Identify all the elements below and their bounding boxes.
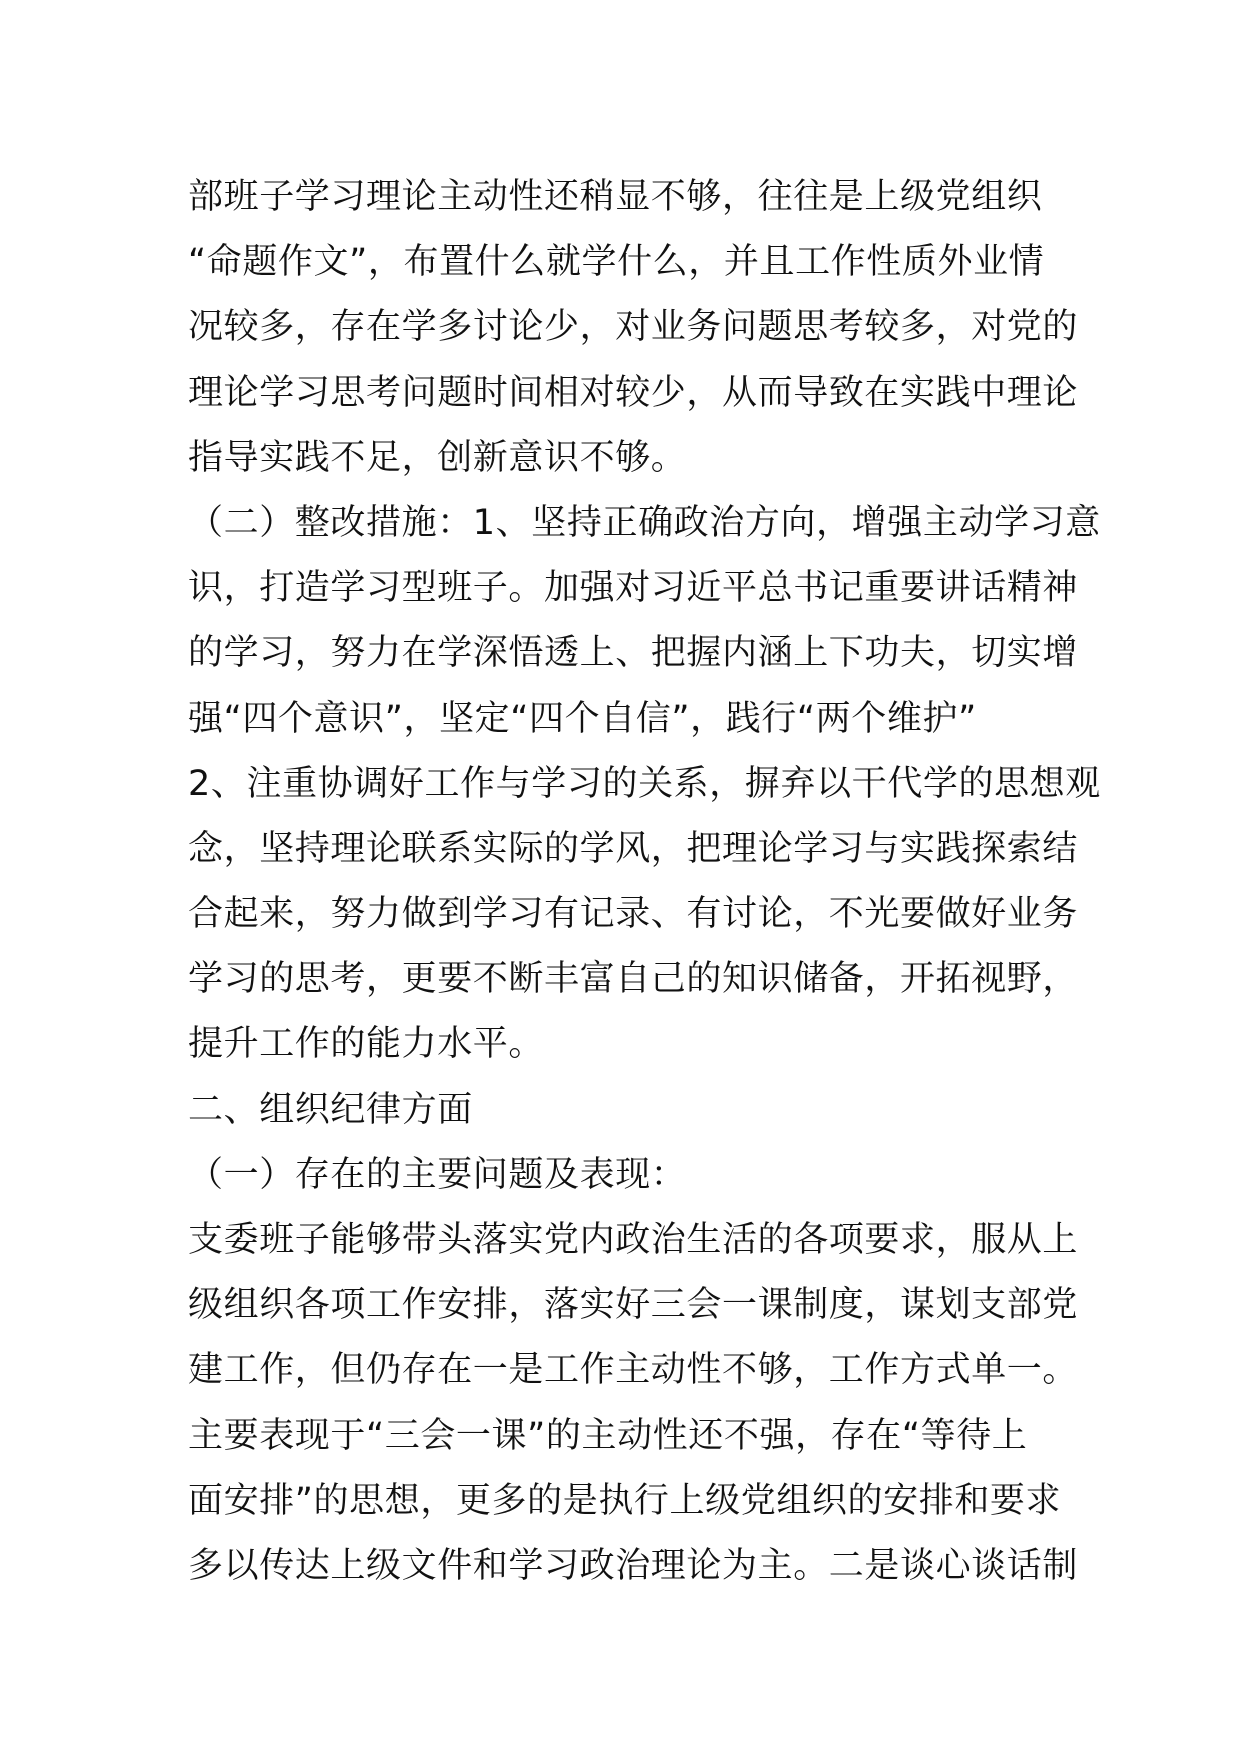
text-line: 支委班子能够带头落实党内政治生活的各项要求，服从上 [188, 1220, 1079, 1260]
text-line: 指导实践不足，创新意识不够。 [188, 437, 687, 478]
section-heading-rectification: （二）整改措施：1、坚持正确政治方向，增强主动学习意 [188, 502, 1101, 543]
text-line: 念，坚持理论联系实际的学风，把理论学习与实践探索结 [188, 828, 1079, 869]
text-line: 部班子学习理论主动性还稍显不够，往往是上级党组织 [188, 177, 1043, 217]
text-line: 学习的思考，更要不断丰富自己的知识储备，开拓视野， [188, 959, 1079, 1000]
text-line: 的学习，努力在学深悟透上、把握内涵上下功夫，切实增 [188, 633, 1079, 674]
text-line: 主要表现于“三会一课”的主动性还不强，存在“等待上 [188, 1415, 1028, 1456]
document-body [188, 165, 1101, 1599]
section-heading-organization-discipline: 二、组织纪律方面 [188, 1089, 473, 1130]
text-line: “命题作文”，布置什么就学什么，并且工作性质外业情 [188, 242, 1045, 283]
text-line: 建工作，但仍存在一是工作主动性不够，工作方式单一。 [188, 1350, 1079, 1391]
text-line: 2、注重协调好工作与学习的关系，摒弃以干代学的思想观 [188, 763, 1101, 804]
text-line: 况较多，存在学多讨论少，对业务问题思考较多，对党的 [188, 307, 1079, 348]
subsection-heading-problems: （一）存在的主要问题及表现： [188, 1154, 687, 1195]
text-line: 面安排”的思想，更多的是执行上级党组织的安排和要求 [188, 1480, 1062, 1521]
text-line: 级组织各项工作安排，落实好三会一课制度，谋划支部党 [188, 1285, 1079, 1326]
text-line: 多以传达上级文件和学习政治理论为主。二是谈心谈话制 [188, 1545, 1079, 1586]
text-line: 理论学习思考问题时间相对较少，从而导致在实践中理论 [188, 372, 1079, 413]
text-line: 合起来，努力做到学习有记录、有讨论，不光要做好业务 [188, 894, 1079, 935]
text-line: 提升工作的能力水平。 [188, 1024, 545, 1065]
text-line: 识，打造学习型班子。加强对习近平总书记重要讲话精神 [188, 568, 1079, 609]
text-line: 强“四个意识”，坚定“四个自信”，践行“两个维护” [188, 698, 977, 739]
